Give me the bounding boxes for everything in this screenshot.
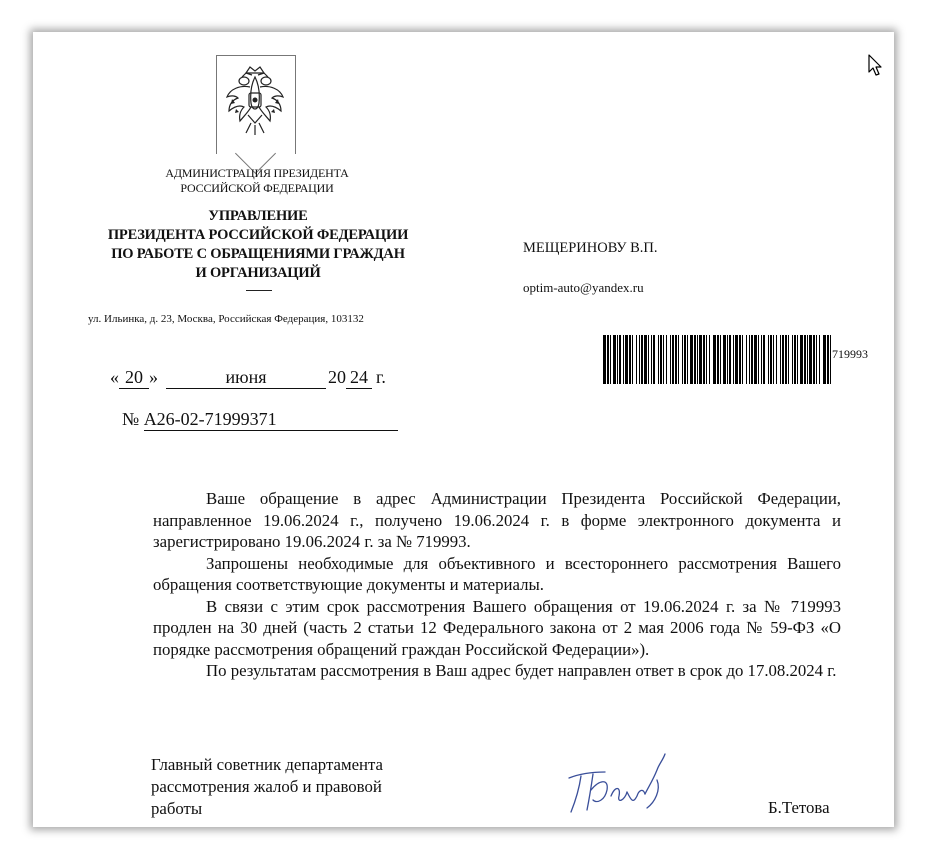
barcode-bar <box>623 335 624 384</box>
signer-position <box>151 754 441 820</box>
signer-line-3: работы <box>151 799 203 818</box>
reference-number <box>122 409 398 431</box>
barcode-bar <box>687 335 688 384</box>
barcode-bar <box>761 335 762 384</box>
barcode-bar <box>770 335 772 384</box>
barcode-bar <box>648 335 649 384</box>
barcode-bar <box>651 335 652 384</box>
barcode-bar <box>733 335 734 384</box>
date-day: 20 <box>119 367 149 389</box>
barcode-bar <box>663 335 664 384</box>
barcode-bar <box>782 335 784 384</box>
barcode-bar <box>703 335 705 384</box>
barcode-bar <box>794 335 796 384</box>
barcode-bar <box>697 335 698 384</box>
dept-line-3: ПО РАБОТЕ С ОБРАЩЕНИЯМИ ГРАЖДАН <box>111 246 405 262</box>
barcode-bar <box>617 335 618 384</box>
barcode-bar <box>699 335 702 384</box>
barcode-bar <box>758 335 759 384</box>
barcode-bar <box>723 335 726 384</box>
barcode-bar <box>819 335 820 384</box>
barcode-bar <box>729 335 731 384</box>
barcode-bar <box>785 335 787 384</box>
reference-prefix: № <box>122 409 140 429</box>
barcode-bar <box>678 335 679 384</box>
admin-line-1: АДМИНИСТРАЦИЯ ПРЕЗИДЕНТА <box>165 166 349 180</box>
barcode-bar <box>809 335 812 384</box>
barcode-bar <box>713 335 716 384</box>
body-paragraph-2: Запрошены необходимые для объективного и всестороннего рассмотрения Вашего обращения соответствующие документы и материалы. <box>153 553 841 594</box>
dept-line-2: ПРЕЗИДЕНТА РОССИЙСКОЙ ФЕДЕРАЦИИ <box>107 227 409 243</box>
date-close-quote: » <box>149 367 158 387</box>
barcode-bar <box>717 335 719 384</box>
barcode-bar <box>607 335 609 384</box>
barcode-bar <box>754 335 757 384</box>
barcode-bar <box>706 335 707 384</box>
signer-name: Б.Тетова <box>768 798 830 817</box>
barcode-bar <box>735 335 738 384</box>
barcode-bar <box>830 335 831 384</box>
date-open-quote: « <box>110 367 119 387</box>
letter-page <box>33 32 894 827</box>
barcode-bar <box>660 335 662 384</box>
barcode-bar <box>739 335 741 384</box>
administration-title <box>147 166 367 196</box>
barcode-bar <box>666 335 667 384</box>
mouse-cursor-icon <box>868 54 884 78</box>
recipient-email: optim-auto@yandex.ru <box>523 280 644 295</box>
barcode-bar <box>816 335 817 384</box>
handwritten-signature <box>561 750 681 820</box>
barcode-bar <box>827 335 829 384</box>
body-paragraph-1: Ваше обращение в адрес Администрации Президента Российской Федерации, направленное 19.06.2024 г., получено 19.06.2024 г. в форме электронного документа и зарегистрировано 19.06.2024 г. за № 719993. <box>153 489 841 551</box>
dept-line-1: УПРАВЛЕНИЕ <box>208 208 308 224</box>
department-title <box>93 207 423 283</box>
barcode-bar <box>629 335 631 384</box>
date-year-prefix: 20 <box>328 367 346 387</box>
barcode-bar <box>639 335 640 384</box>
barcode-bar <box>792 335 793 384</box>
barcode-bar <box>746 335 747 384</box>
barcode-bar <box>823 335 826 384</box>
barcode-bar <box>603 335 606 384</box>
barcode-bar <box>749 335 750 384</box>
barcode-bar <box>773 335 774 384</box>
barcode-bar <box>658 335 659 384</box>
barcode-bar <box>763 335 765 384</box>
barcode-bar <box>670 335 671 384</box>
barcode-bar <box>807 335 808 384</box>
barcode-bar <box>653 335 655 384</box>
barcode-bar <box>800 335 803 384</box>
date-month: июня <box>166 367 326 389</box>
barcode-bar <box>684 335 686 384</box>
barcode-bar <box>690 335 693 384</box>
barcode-bar <box>709 335 710 384</box>
barcode-bar <box>619 335 621 384</box>
date-year-suffix: 24 <box>346 367 372 389</box>
signer-line-2: рассмотрения жалоб и правовой <box>151 777 382 796</box>
barcode-bar <box>768 335 769 384</box>
signer-line-1: Главный советник департамента <box>151 755 383 774</box>
reference-value: А26-02-71999371 <box>144 409 398 431</box>
barcode-bar <box>625 335 628 384</box>
barcode-bar <box>672 335 674 384</box>
barcode-bar <box>720 335 721 384</box>
barcode-bar <box>644 335 647 384</box>
header-divider <box>246 290 272 291</box>
barcode-bar <box>610 335 611 384</box>
barcode-bar <box>742 335 743 384</box>
barcode-bar <box>776 335 777 384</box>
coat-of-arms-icon <box>224 63 286 141</box>
dept-line-4: И ОРГАНИЗАЦИЙ <box>195 265 321 281</box>
admin-line-2: РОССИЙСКОЙ ФЕДЕРАЦИИ <box>180 181 334 195</box>
date-year-mark: г. <box>376 367 386 387</box>
barcode-bar <box>641 335 643 384</box>
document-date <box>110 367 386 389</box>
recipient-name: МЕЩЕРИНОВУ В.П. <box>523 240 658 256</box>
sender-address: ул. Ильинка, д. 23, Москва, Российская Федерация, 103132 <box>88 313 364 325</box>
body-paragraph-3: В связи с этим срок рассмотрения Вашего обращения от 19.06.2024 г. за № 719993 продлен на 30 дней (часть 2 статьи 12 Федерального закона от 2 мая 2006 года № 59-ФЗ «О порядке рассмотрения обращений граждан Российской Федерации»). <box>153 596 841 659</box>
letter-body <box>153 488 841 682</box>
barcode-bar <box>632 335 633 384</box>
barcode-bar <box>727 335 728 384</box>
barcode-number: 719993 <box>832 347 868 361</box>
barcode-bar <box>797 335 798 384</box>
barcode-bar <box>636 335 637 384</box>
barcode-bar <box>788 335 789 384</box>
barcode-bar <box>780 335 781 384</box>
barcode-bar <box>613 335 616 384</box>
barcode-bar <box>682 335 683 384</box>
barcode-bar <box>804 335 806 384</box>
body-paragraph-4: По результатам рассмотрения в Ваш адрес будет направлен ответ в срок до 17.08.2024 г. <box>206 661 837 680</box>
barcode-bar <box>694 335 696 384</box>
barcode-bar <box>813 335 815 384</box>
barcode <box>603 335 832 384</box>
barcode-bar <box>675 335 677 384</box>
barcode-bar <box>751 335 753 384</box>
